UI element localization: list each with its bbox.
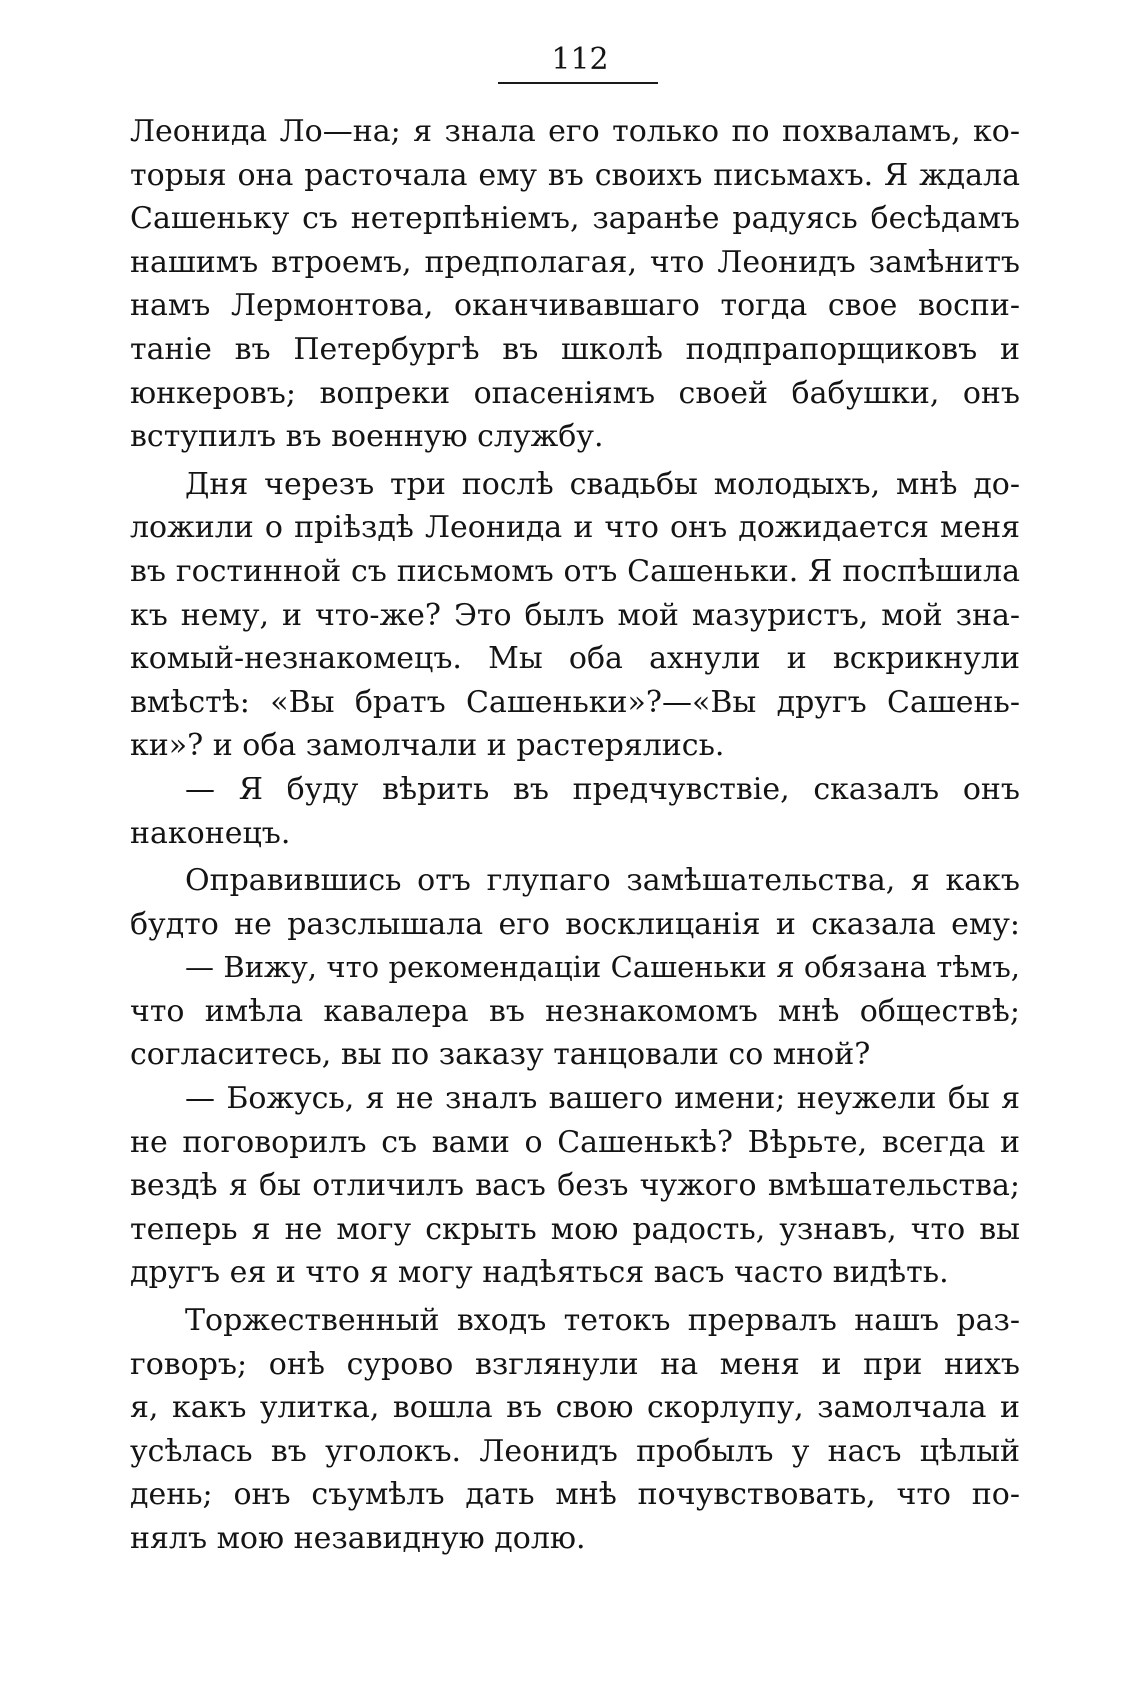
text-line: наконецъ. <box>130 815 291 851</box>
text-line: нашимъ втроемъ, предполагая, что Леонидъ замѣнитъ <box>130 244 1020 280</box>
text-line: усѣлась въ уголокъ. Леонидъ пробылъ у насъ цѣлый <box>130 1433 1020 1469</box>
text-line: вмѣстѣ: «Вы братъ Сашеньки»?—«Вы другъ Сашень- <box>130 684 1020 720</box>
page-number: 112 <box>551 42 609 77</box>
text-line: торыя она расточала ему въ своихъ письмахъ. Я ждала <box>130 157 1020 193</box>
text-line: — Я буду вѣрить въ предчувствіе, сказалъ онъ <box>185 771 1020 807</box>
text-line: таніе въ Петербургѣ въ школѣ подпрапорщиковъ и <box>130 331 1020 367</box>
text-line: другъ ея и что я могу надѣяться васъ часто видѣть. <box>130 1255 949 1291</box>
text-line: ложили о пріѣздѣ Леонида и что онъ дожидается меня <box>130 510 1020 546</box>
text-line: ки»? и оба замолчали и растерялись. <box>130 728 725 764</box>
text-line: Оправившись отъ глупаго замѣшательства, я какъ <box>185 863 1020 899</box>
text-line: нялъ мою незавидную долю. <box>130 1521 586 1556</box>
text-line: что имѣла кавалера въ незнакомомъ мнѣ обществѣ; <box>130 993 1020 1029</box>
text-line: день; онъ съумѣлъ дать мнѣ почувствовать, что по- <box>130 1477 1020 1513</box>
text-line: я, какъ улитка, вошла въ свою скорлупу, замолчала и <box>130 1390 1020 1426</box>
text-line: — Вижу, что рекомендаціи Сашеньки я обязана тѣмъ, <box>185 950 1020 985</box>
text-line: Дня черезъ три послѣ свадьбы молодыхъ, мнѣ до- <box>185 466 1020 502</box>
text-line: къ нему, и что-же? Это былъ мой мазуристъ, мой зна- <box>130 597 1020 633</box>
text-line: теперь я не могу скрыть мою радость, узнавъ, что вы <box>130 1211 1020 1247</box>
text-line: вездѣ я бы отличилъ васъ безъ чужого вмѣшательства; <box>130 1168 1020 1204</box>
text-line: вступилъ въ военную службу. <box>130 419 604 455</box>
text-line: Леонида Ло—на; я знала его только по похваламъ, ко- <box>130 114 1020 149</box>
text-line: Торжественный входъ тетокъ прервалъ нашъ раз- <box>185 1303 1020 1339</box>
header-rule <box>498 82 658 84</box>
text-line: — Божусь, я не зналъ вашего имени; неужели бы я <box>185 1081 1020 1117</box>
body-text <box>130 110 1020 1561</box>
text-line: говоръ; онѣ сурово взглянули на меня и при нихъ <box>130 1346 1020 1382</box>
text-line: юнкеровъ; вопреки опасеніямъ своей бабушки, онъ <box>130 375 1020 411</box>
text-line: не поговорилъ съ вами о Сашенькѣ? Вѣрьте, всегда и <box>130 1124 1020 1160</box>
text-line: въ гостинной съ письмомъ отъ Сашеньки. Я поспѣшила <box>130 553 1020 589</box>
text-line: Сашеньку съ нетерпѣніемъ, заранѣе радуясь бесѣдамъ <box>130 201 1020 237</box>
text-line: согласитесь, вы по заказу танцовали со мной? <box>130 1037 871 1073</box>
text-line: комый-незнакомецъ. Мы оба ахнули и вскрикнули <box>130 641 1020 677</box>
text-line: намъ Лермонтова, оканчивавшаго тогда свое воспи- <box>130 288 1020 324</box>
text-line: будто не разслышала его восклицанія и сказала ему: <box>130 906 1020 942</box>
